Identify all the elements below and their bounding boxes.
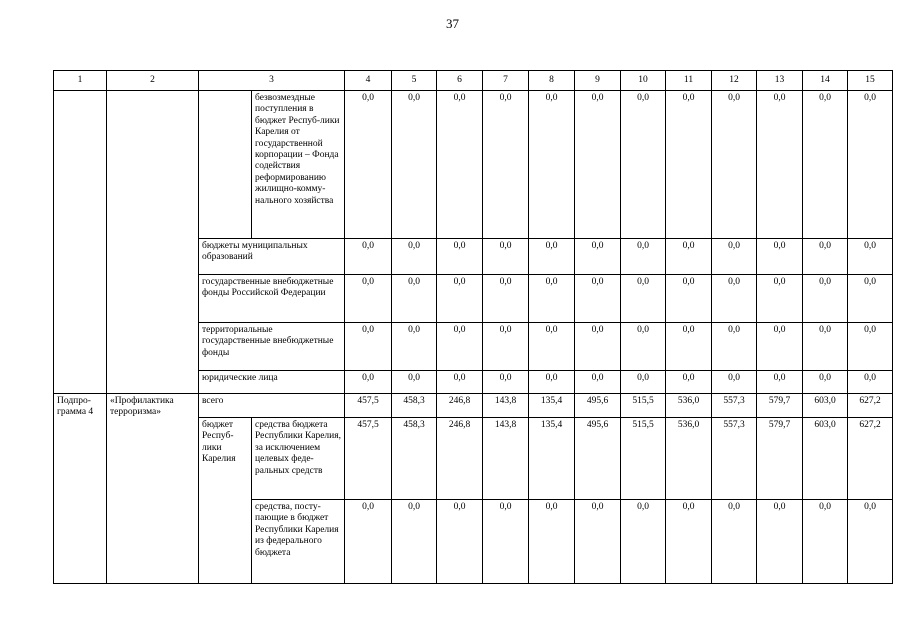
value-cell: 0,0 <box>392 275 437 323</box>
empty-cell <box>54 91 107 394</box>
value-cell: 0,0 <box>666 91 712 239</box>
value-cell: 0,0 <box>392 323 437 371</box>
value-cell: 603,0 <box>803 418 848 500</box>
row-label: юридические лица <box>199 371 345 394</box>
value-cell: 536,0 <box>666 394 712 418</box>
value-cell: 0,0 <box>621 500 666 584</box>
value-cell: 0,0 <box>848 323 893 371</box>
value-cell: 0,0 <box>437 91 483 239</box>
value-cell: 0,0 <box>757 91 803 239</box>
header-cell: 9 <box>575 71 621 91</box>
value-cell: 0,0 <box>757 500 803 584</box>
value-cell: 0,0 <box>575 371 621 394</box>
value-cell: 0,0 <box>392 91 437 239</box>
value-cell: 0,0 <box>483 275 529 323</box>
value-cell: 0,0 <box>666 275 712 323</box>
value-cell: 0,0 <box>437 323 483 371</box>
value-cell: 0,0 <box>712 323 757 371</box>
value-cell: 536,0 <box>666 418 712 500</box>
value-cell: 0,0 <box>483 500 529 584</box>
value-cell: 0,0 <box>575 91 621 239</box>
header-cell: 13 <box>757 71 803 91</box>
header-cell: 4 <box>345 71 392 91</box>
value-cell: 0,0 <box>483 323 529 371</box>
value-cell: 0,0 <box>621 239 666 275</box>
value-cell: 135,4 <box>529 394 575 418</box>
value-cell: 557,3 <box>712 418 757 500</box>
value-cell: 0,0 <box>666 323 712 371</box>
row-label: территориальные государственные внебюджетные фонды <box>199 323 345 371</box>
value-cell: 458,3 <box>392 394 437 418</box>
value-cell: 0,0 <box>712 239 757 275</box>
header-cell: 2 <box>107 71 199 91</box>
value-cell: 0,0 <box>803 239 848 275</box>
header-cell: 3 <box>199 71 345 91</box>
header-cell: 6 <box>437 71 483 91</box>
value-cell: 0,0 <box>392 371 437 394</box>
header-cell: 12 <box>712 71 757 91</box>
value-cell: 457,5 <box>345 394 392 418</box>
budget-group-label: бюджет Респуб-лики Карелия <box>199 418 252 584</box>
value-cell: 0,0 <box>803 500 848 584</box>
header-cell: 15 <box>848 71 893 91</box>
value-cell: 0,0 <box>848 239 893 275</box>
header-cell: 14 <box>803 71 848 91</box>
value-cell: 0,0 <box>621 91 666 239</box>
value-cell: 0,0 <box>483 91 529 239</box>
value-cell: 0,0 <box>803 323 848 371</box>
value-cell: 0,0 <box>529 500 575 584</box>
subprogram-number: Подпро-грамма 4 <box>54 394 107 584</box>
value-cell: 0,0 <box>712 371 757 394</box>
header-row <box>54 71 893 91</box>
value-cell: 457,5 <box>345 418 392 500</box>
value-cell: 0,0 <box>848 91 893 239</box>
value-cell: 603,0 <box>803 394 848 418</box>
budget-table <box>53 70 893 584</box>
value-cell: 0,0 <box>392 500 437 584</box>
value-cell: 0,0 <box>345 371 392 394</box>
value-cell: 495,6 <box>575 394 621 418</box>
row-label: безвозмездные поступления в бюджет Респуб-лики Карелия от государственной корпорации – Фонда содействия реформированию жилищно-комму-нального хозяйства <box>252 91 345 239</box>
value-cell: 0,0 <box>529 275 575 323</box>
value-cell: 0,0 <box>757 275 803 323</box>
value-cell: 143,8 <box>483 394 529 418</box>
subprogram-title: «Профилактика терроризма» <box>107 394 199 584</box>
page-number: 37 <box>446 16 459 31</box>
header-cell: 5 <box>392 71 437 91</box>
value-cell: 0,0 <box>529 323 575 371</box>
value-cell: 246,8 <box>437 394 483 418</box>
value-cell: 0,0 <box>757 239 803 275</box>
row-label: бюджеты муниципальных образований <box>199 239 345 275</box>
table-row <box>54 91 893 239</box>
value-cell: 0,0 <box>575 239 621 275</box>
value-cell: 515,5 <box>621 418 666 500</box>
value-cell: 0,0 <box>437 239 483 275</box>
value-cell: 0,0 <box>575 275 621 323</box>
row-label: всего <box>199 394 345 418</box>
value-cell: 0,0 <box>529 371 575 394</box>
value-cell: 0,0 <box>345 275 392 323</box>
value-cell: 579,7 <box>757 418 803 500</box>
value-cell: 0,0 <box>345 91 392 239</box>
value-cell: 0,0 <box>575 500 621 584</box>
value-cell: 0,0 <box>621 323 666 371</box>
value-cell: 0,0 <box>712 275 757 323</box>
value-cell: 0,0 <box>483 239 529 275</box>
value-cell: 0,0 <box>437 275 483 323</box>
value-cell: 246,8 <box>437 418 483 500</box>
value-cell: 0,0 <box>803 91 848 239</box>
value-cell: 627,2 <box>848 394 893 418</box>
value-cell: 0,0 <box>666 500 712 584</box>
value-cell: 0,0 <box>575 323 621 371</box>
value-cell: 0,0 <box>712 91 757 239</box>
value-cell: 135,4 <box>529 418 575 500</box>
value-cell: 0,0 <box>757 323 803 371</box>
value-cell: 579,7 <box>757 394 803 418</box>
table-row <box>54 394 893 418</box>
value-cell: 0,0 <box>848 275 893 323</box>
value-cell: 0,0 <box>621 275 666 323</box>
header-cell: 1 <box>54 71 107 91</box>
value-cell: 0,0 <box>437 371 483 394</box>
value-cell: 0,0 <box>392 239 437 275</box>
value-cell: 0,0 <box>437 500 483 584</box>
value-cell: 0,0 <box>757 371 803 394</box>
header-cell: 11 <box>666 71 712 91</box>
value-cell: 495,6 <box>575 418 621 500</box>
value-cell: 0,0 <box>666 371 712 394</box>
value-cell: 0,0 <box>345 323 392 371</box>
value-cell: 515,5 <box>621 394 666 418</box>
value-cell: 0,0 <box>529 91 575 239</box>
value-cell: 627,2 <box>848 418 893 500</box>
value-cell: 0,0 <box>345 500 392 584</box>
value-cell: 458,3 <box>392 418 437 500</box>
value-cell: 0,0 <box>483 371 529 394</box>
value-cell: 0,0 <box>621 371 666 394</box>
empty-cell <box>107 91 199 394</box>
value-cell: 0,0 <box>803 371 848 394</box>
value-cell: 0,0 <box>848 371 893 394</box>
value-cell: 0,0 <box>848 500 893 584</box>
row-label: средства бюджета Республики Карелия, за исключением целевых феде-ральных средств <box>252 418 345 500</box>
value-cell: 0,0 <box>803 275 848 323</box>
row-label: средства, посту-пающие в бюджет Республики Карелия из федерального бюджета <box>252 500 345 584</box>
value-cell: 0,0 <box>345 239 392 275</box>
value-cell: 0,0 <box>712 500 757 584</box>
value-cell: 557,3 <box>712 394 757 418</box>
row-label: государственные внебюджетные фонды Российской Федерации <box>199 275 345 323</box>
header-cell: 10 <box>621 71 666 91</box>
value-cell: 0,0 <box>529 239 575 275</box>
value-cell: 143,8 <box>483 418 529 500</box>
header-cell: 8 <box>529 71 575 91</box>
empty-cell <box>199 91 252 239</box>
value-cell: 0,0 <box>666 239 712 275</box>
header-cell: 7 <box>483 71 529 91</box>
